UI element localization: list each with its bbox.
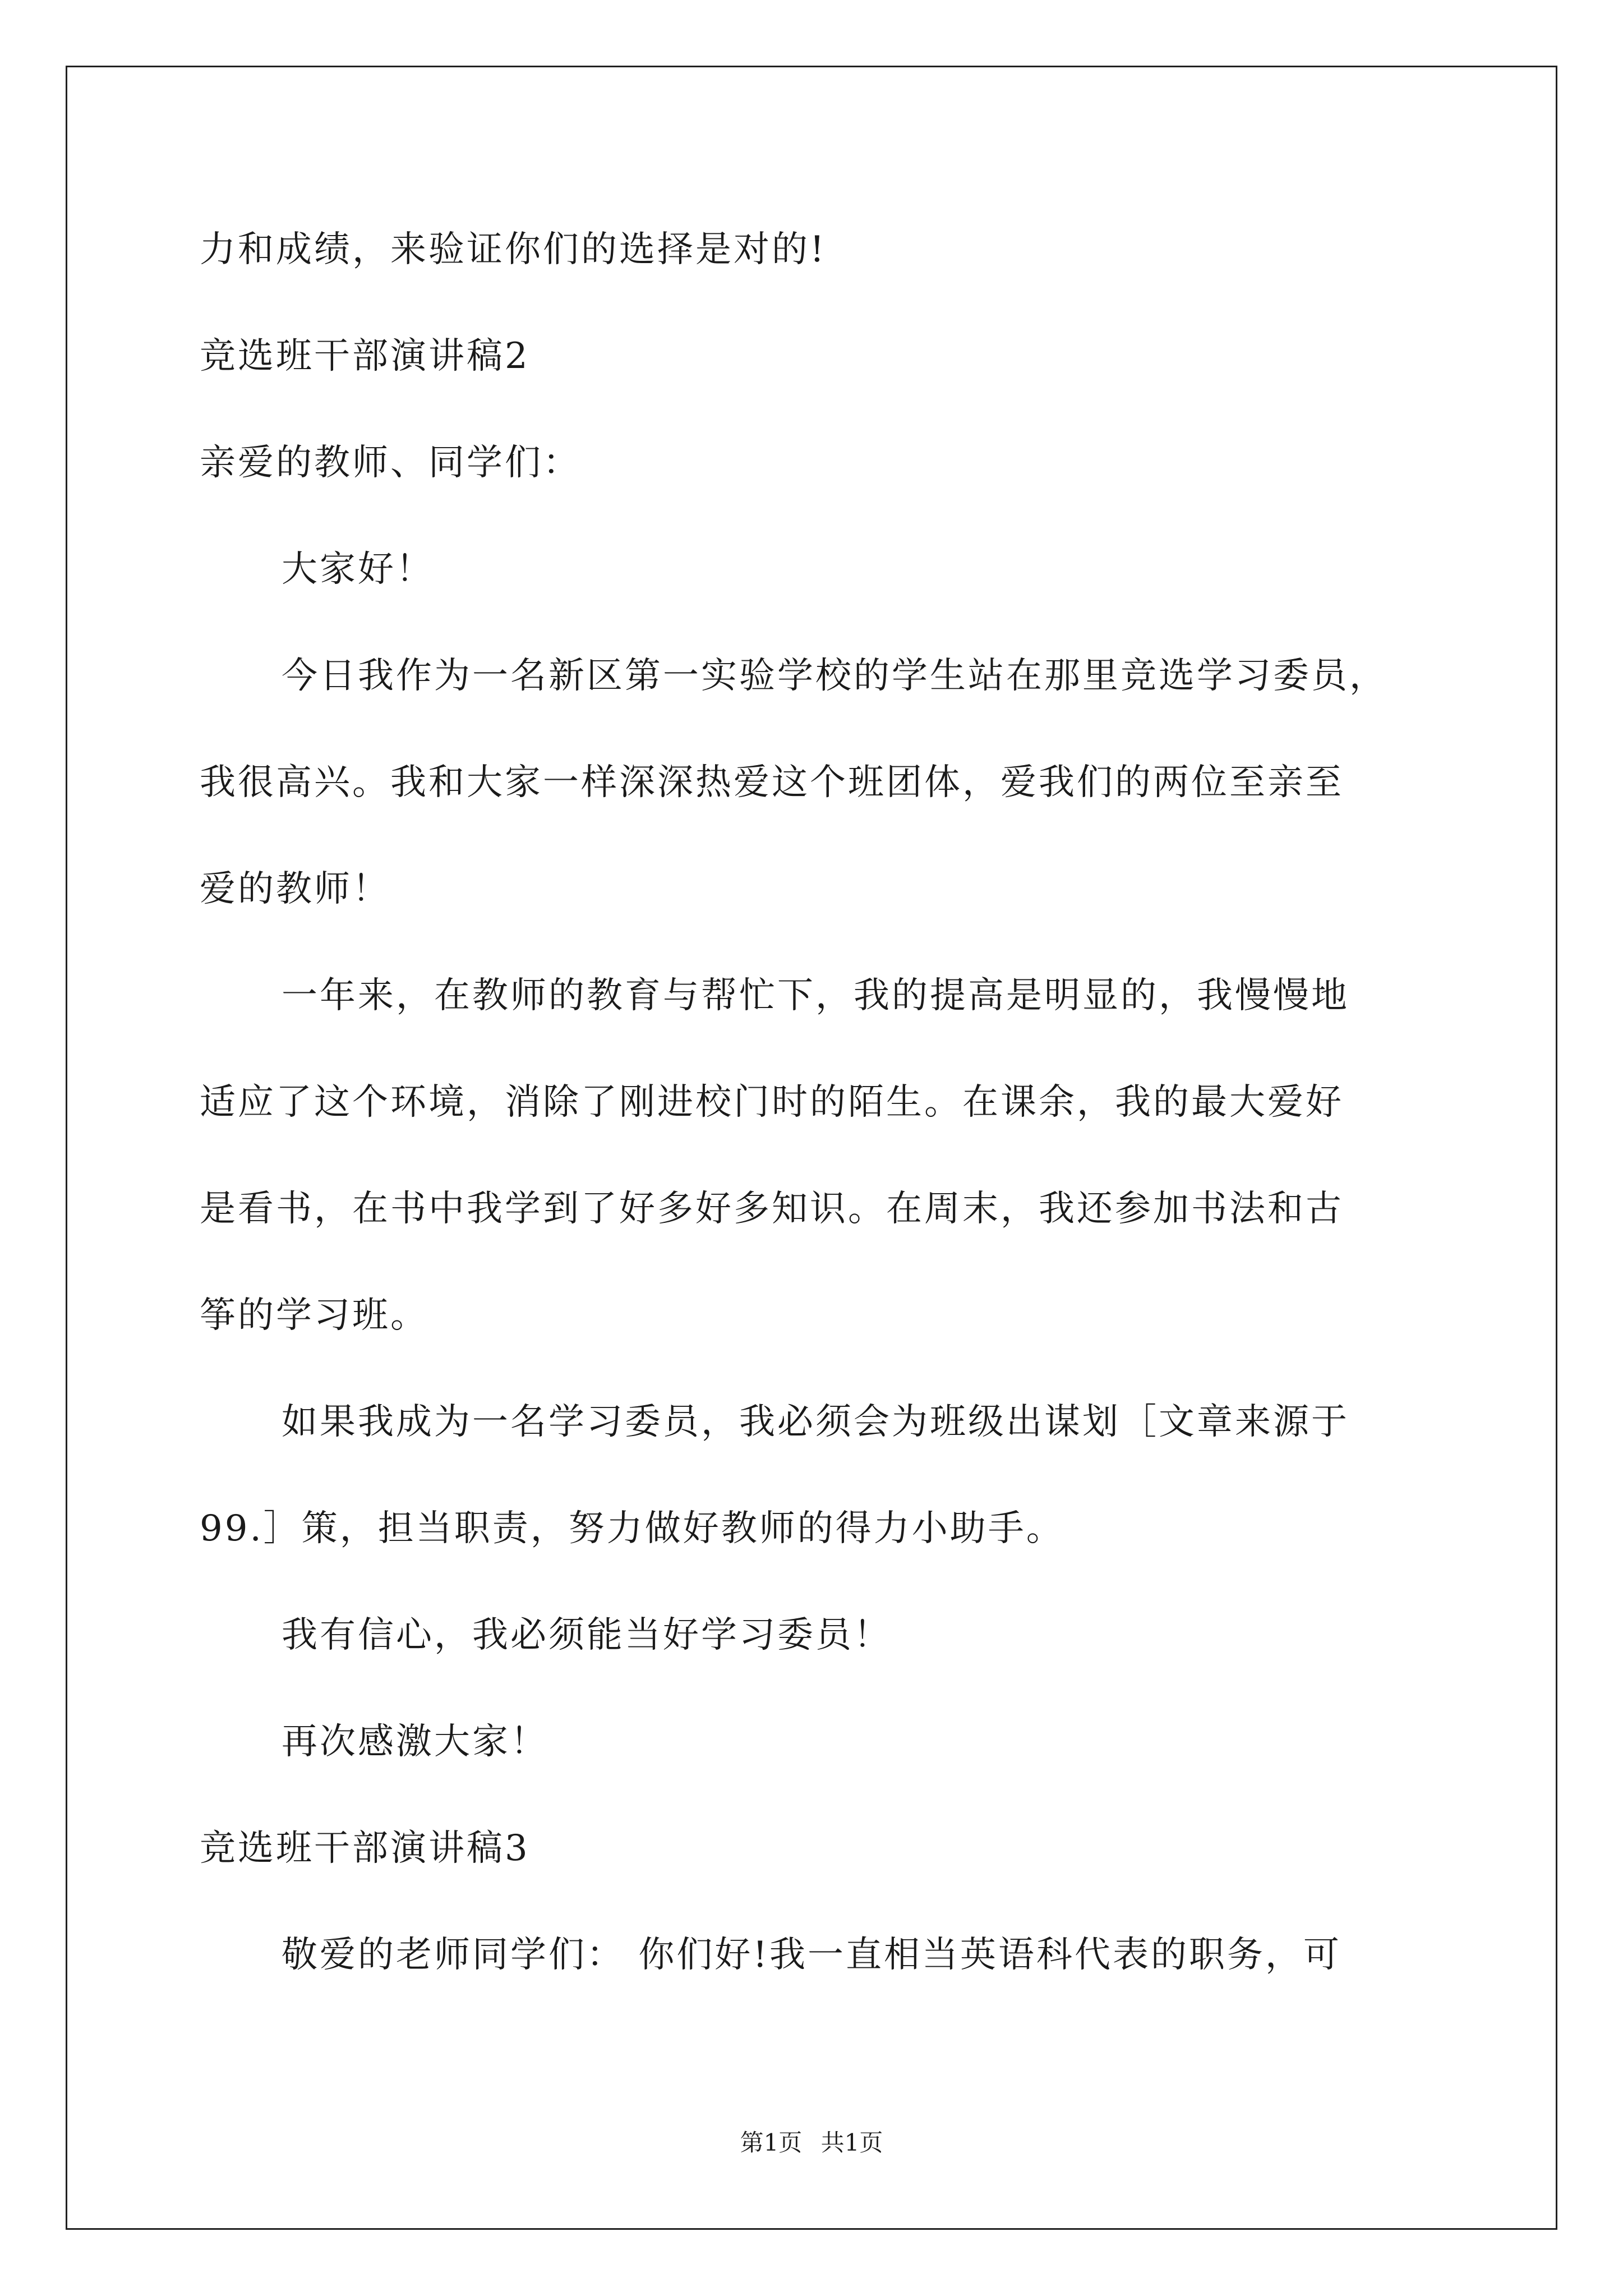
- greeting: 大家好！: [282, 549, 434, 590]
- page-number: 第1页: [740, 2129, 803, 2156]
- closing-line: 再次感激大家！: [282, 1721, 548, 1763]
- paragraph-line: 我有信心，我必须能当好学习委员！: [282, 1614, 892, 1656]
- paragraph-line: 如果我成为一名学习委员，我必须会为班级出谋划［文章来源于: [282, 1401, 1349, 1443]
- paragraph-line: 今日我作为一名新区第一实验学校的学生站在那里竞选学习委员，: [282, 655, 1387, 697]
- text-line: 力和成绩，来验证你们的选择是对的!: [200, 229, 827, 270]
- section-heading-3: 竞选班干部演讲稿3: [200, 1828, 530, 1869]
- section-heading-2: 竞选班干部演讲稿2: [200, 335, 530, 377]
- page-frame: [66, 66, 1557, 2230]
- page-total: 共1页: [820, 2129, 883, 2156]
- paragraph-line: 敬爱的老师同学们： 你们好!我一直相当英语科代表的职务，可: [282, 1934, 1342, 1976]
- paragraph-line: 是看书，在书中我学到了好多好多知识。在周末，我还参加书法和古: [200, 1188, 1344, 1230]
- paragraph-line: 一年来，在教师的教育与帮忙下，我的提高是明显的，我慢慢地: [282, 975, 1349, 1016]
- paragraph-line: 爱的教师！: [200, 868, 390, 910]
- paragraph-line: 我很高兴。我和大家一样深深热爱这个班团体，爱我们的两位至亲至: [200, 762, 1344, 803]
- paragraph-line: 筝的学习班。: [200, 1295, 428, 1336]
- paragraph-line: 99.］策，担当职责，努力做好教师的得力小助手。: [200, 1508, 1064, 1549]
- paragraph-line: 适应了这个环境，消除了刚进校门时的陌生。在课余，我的最大爱好: [200, 1082, 1344, 1123]
- page-footer: [0, 2126, 1623, 2160]
- salutation: 亲爱的教师、同学们：: [200, 442, 581, 484]
